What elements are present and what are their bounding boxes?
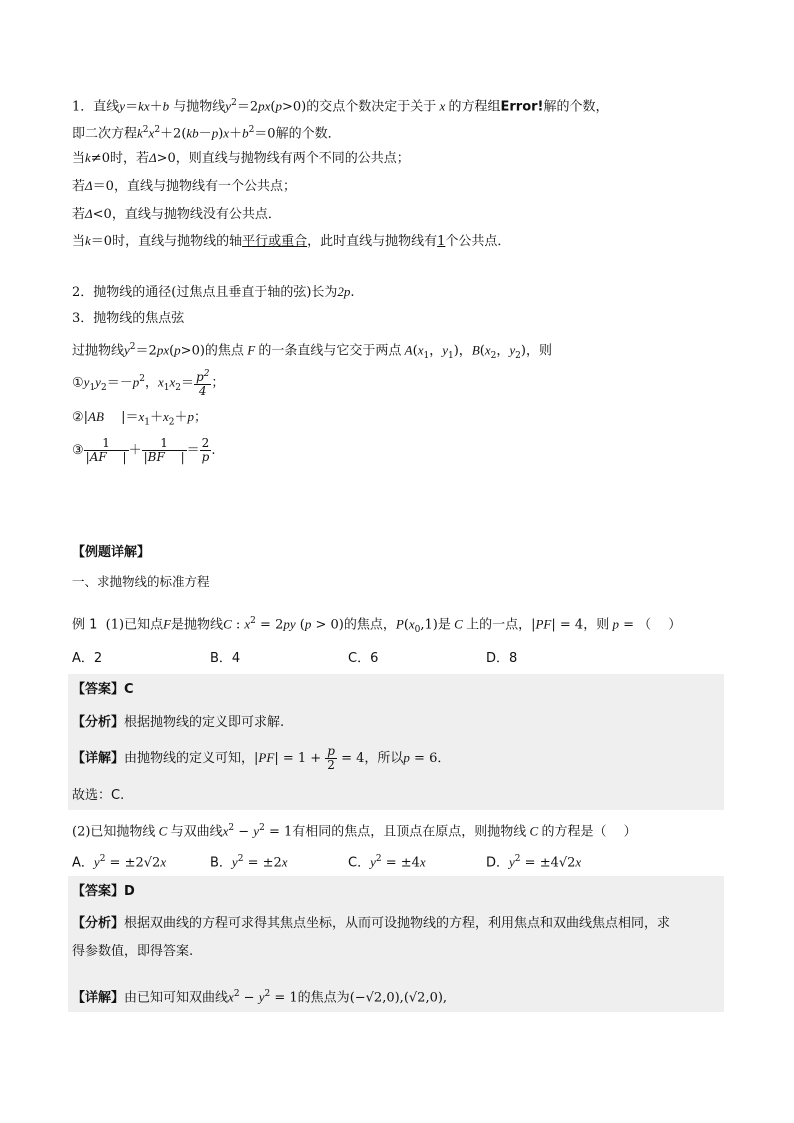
focal-chord-title: 3．抛物线的焦点弦 (72, 311, 185, 326)
focal-chord-property-2: ②|AB $|=x_1+x_2+p$； (72, 409, 208, 428)
example-2-option-a[interactable]: A．$y^2 = \pm 2√2x$ (72, 854, 167, 871)
intersection-rule-line-5: 若Δ<0，直线与抛物线没有公共点． (72, 206, 281, 222)
example-2-analysis-line-1: 【分析】根据双曲线的方程可求得其焦点坐标，从而可设抛物线的方程，利用焦点和双曲线焦点相同，求 (72, 916, 671, 931)
example-2-option-d[interactable]: D．$y^2 = \pm 4√2x$ (486, 854, 582, 871)
intersection-rule-line-1: 1．直线y＝kx＋b 与抛物线$y^2=2px(p>0)$的交点个数决定于关于 x 的方程组Error!解的个数， (72, 98, 609, 115)
example-1-answer: 【答案】C (72, 682, 134, 697)
example-1-solution-box (68, 674, 724, 810)
latus-rectum-line: 2．抛物线的通径(过焦点且垂直于轴的弦)长为2p. (72, 284, 355, 300)
example-1-analysis: 【分析】根据抛物线的定义即可求解. (72, 715, 285, 730)
focal-chord-property-1: $①y_1y_2=-p^2$，$x_1x_2=$ $\frac{p^2}{4}$ ； (72, 368, 225, 398)
example-2-analysis-line-2: 得参数值，即得答案. (72, 944, 194, 959)
example-1-option-a[interactable]: A．2 (72, 651, 103, 666)
example-section-header: 【例题详解】 (72, 545, 151, 560)
example-2-detail: 【详解】由已知可知双曲线$x^2 - y^2 = 1$的焦点为(−√2,0),(√2,0), (72, 989, 448, 1006)
intersection-rule-line-3: 当k≠0时，若Δ>0，则直线与抛物线有两个不同的公共点； (72, 150, 410, 166)
focal-chord-property-3: ③ $\frac{1}{|AF |}$ ＋ $\frac{1}{|BF |}$ ＝ $\frac{2}{p}$ . (72, 436, 216, 464)
intersection-rule-line-4: 若Δ＝0，直线与抛物线有一个公共点； (72, 178, 296, 194)
example-section-subheader: 一、求抛物线的标准方程 (72, 574, 210, 589)
intersection-rule-line-2: 即二次方程$k^2x^2+2(kb-p)x+b^2=0$解的个数． (72, 125, 341, 142)
intersection-rule-line-6: 当k＝0时，直线与抛物线的轴平行或重合，此时直线与抛物线有1个公共点． (72, 233, 511, 249)
example-1-detail: 【详解】由抛物线的定义可知，|PF| = 1 + $\frac{p}{2}$ = 4，所以p = 6． (72, 744, 451, 772)
example-2-question: (2)已知抛物线 C 与双曲线$x^2 - y^2 = 1$有相同的焦点，且顶点在原点，则抛物线 C 的方程是（ ） (72, 823, 637, 840)
example-2-option-c[interactable]: C．$y^2 = \pm 4x$ (348, 854, 426, 871)
example-1-option-b[interactable]: B．4 (210, 651, 241, 666)
example-2-option-b[interactable]: B．$y^2 = \pm 2x$ (210, 854, 288, 871)
example-1-option-c[interactable]: C．6 (348, 651, 379, 666)
focal-chord-intro: 过抛物线$y^2=2px(p>0)$的焦点 F 的一条直线与它交于两点 $A(x_1$，$y_1$)，$B(x_2$，$y_2$)，则 (72, 342, 552, 361)
example-1-conclusion: 故选：C. (72, 788, 125, 803)
example-2-answer: 【答案】D (72, 884, 135, 899)
example-1-question: 例 1 (1)已知点F是抛物线C : $x^2 = 2py$ (p > 0)的焦点，$P(x_0,1)$是 C 上的一点，|PF| = 4，则 p = （ ） (72, 616, 682, 635)
example-1-option-d[interactable]: D．8 (486, 651, 518, 666)
